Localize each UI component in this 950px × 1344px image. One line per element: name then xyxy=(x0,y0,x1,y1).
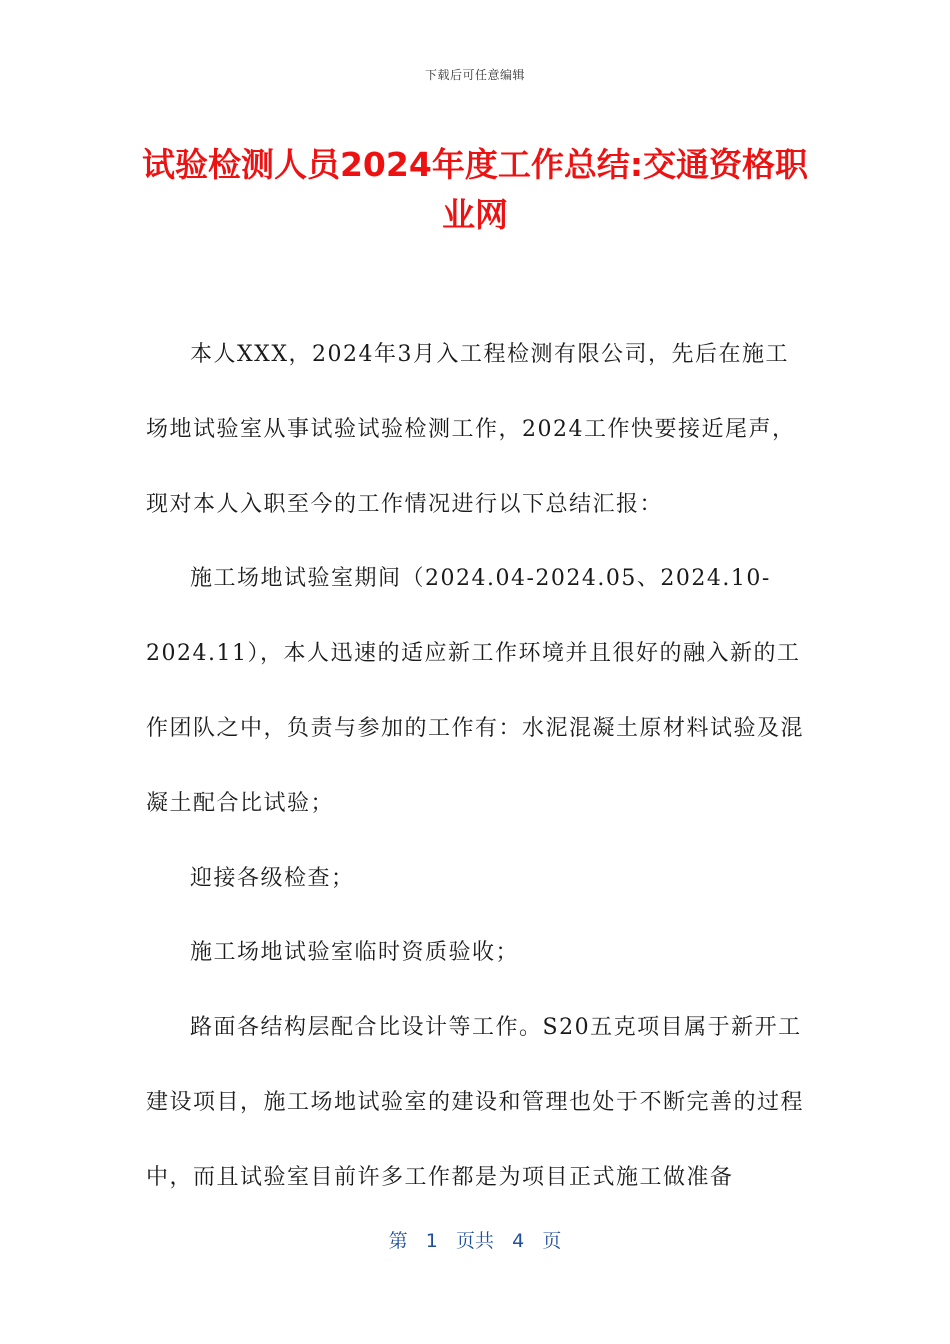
page-footer xyxy=(0,1226,950,1253)
total-pages-number: 4 xyxy=(512,1230,525,1252)
paragraph: 路面各结构层配合比设计等工作。S20五克项目属于新开工建设项目，施工场地试验室的建设和管理也处于不断完善的过程中，而且试验室目前许多工作都是为项目正式施工做准备 xyxy=(146,1015,805,1190)
current-page-number: 1 xyxy=(425,1230,438,1252)
paragraph: 施工场地试验室期间（2024.04-2024.05、2024.10-2024.11），本人迅速的适应新工作环境并且很好的融入新的工作团队之中，负责与参加的工作有：水泥混凝土原材料试验及混凝土配合比试验； xyxy=(146,566,805,816)
page-label-middle: 页共 xyxy=(455,1230,494,1252)
page-label-prefix: 第 xyxy=(388,1230,408,1252)
header-note: 下载后可任意编辑 xyxy=(424,68,525,82)
paragraph: 施工场地试验室临时资质验收； xyxy=(190,940,520,966)
page-label-suffix: 页 xyxy=(542,1230,562,1252)
paragraph: 迎接各级检查； xyxy=(190,865,355,891)
document-title: 试验检测人员2024年度工作总结:交通资格职业网 xyxy=(141,145,809,234)
paragraph: 本人XXX，2024年3月入工程检测有限公司，先后在施工场地试验室从事试验试验检测工作，2024工作快要接近尾声，现对本人入职至今的工作情况进行以下总结汇报： xyxy=(146,342,796,517)
document-body xyxy=(146,318,806,1216)
